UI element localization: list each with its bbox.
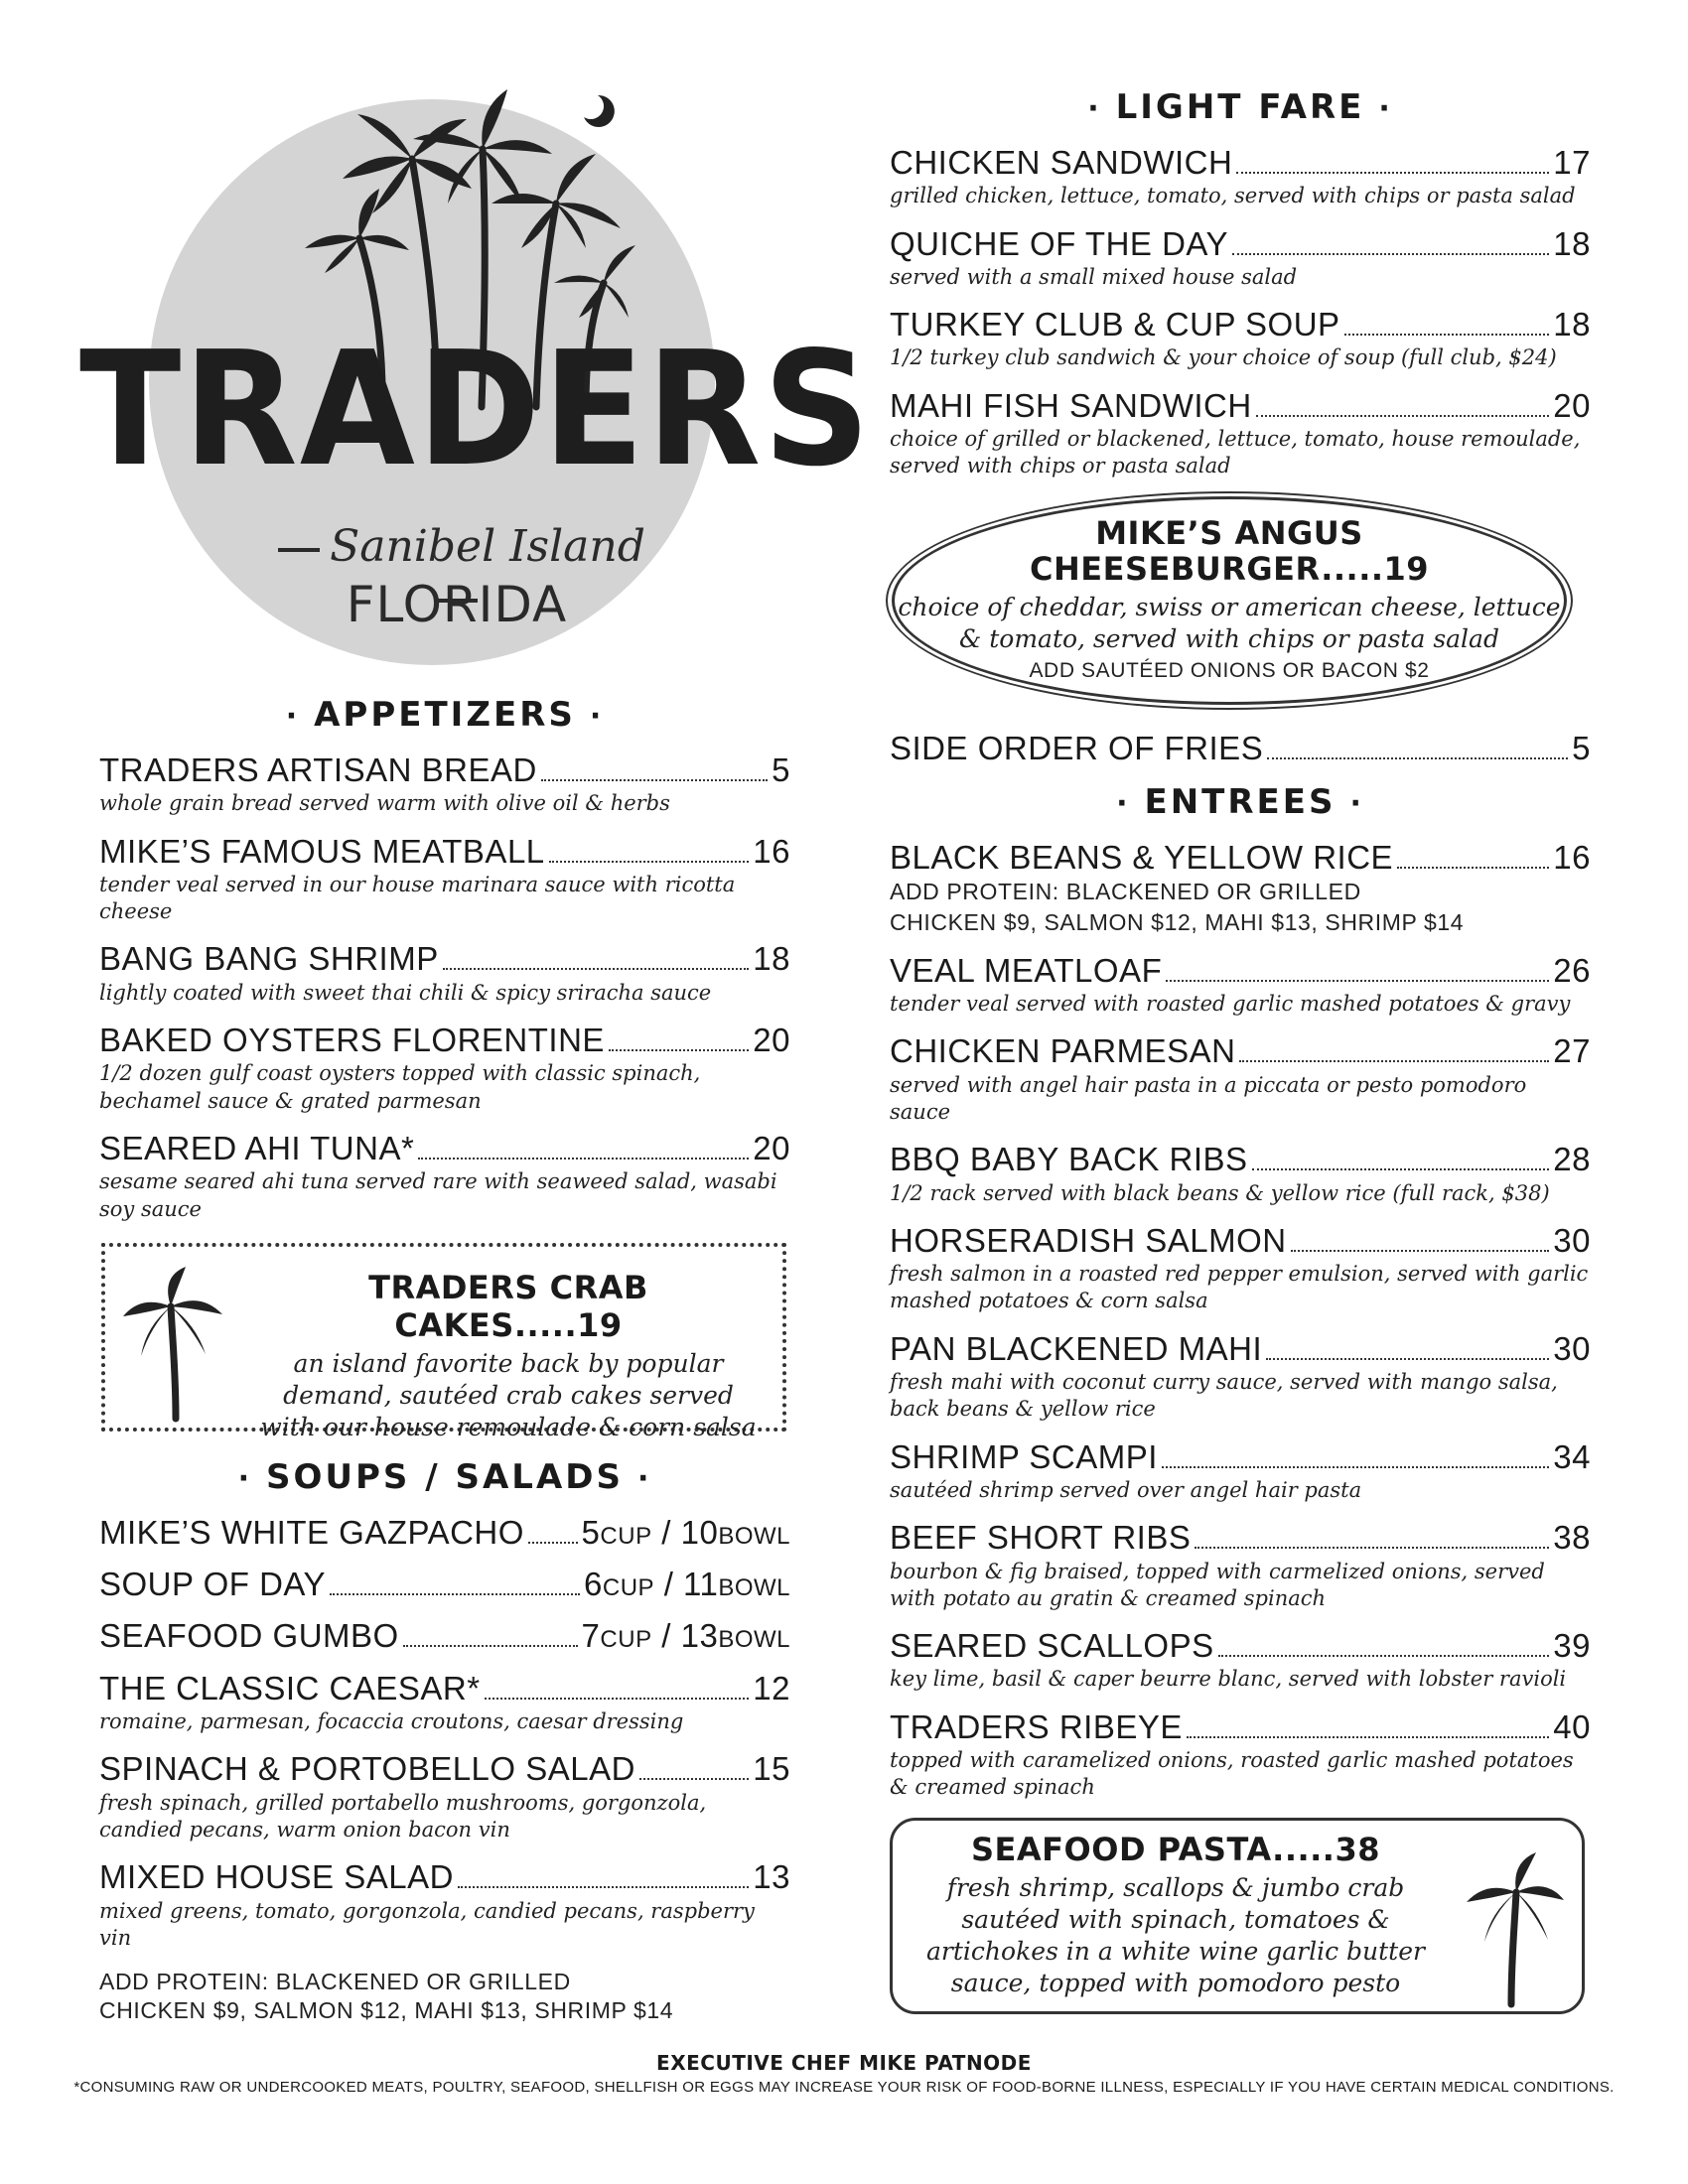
palm-tree-icon: [121, 1265, 230, 1424]
menu-item: [890, 1709, 1591, 1802]
item-price: 30: [1553, 1221, 1591, 1259]
item-price: 6CUP / 11BOWL: [584, 1566, 790, 1603]
crab-cakes-title: TRADERS CRAB CAKES.....19: [368, 1268, 648, 1344]
menu-item: [890, 1033, 1591, 1126]
appetizers-heading: · APPETIZERS ·: [285, 695, 605, 735]
item-name: BANG BANG SHRIMP: [99, 940, 439, 978]
menu-item: [890, 1331, 1591, 1424]
item-name: QUICHE OF THE DAY: [890, 224, 1228, 262]
item-price: 39: [1553, 1627, 1591, 1665]
item-name: HORSERADISH SALMON: [890, 1221, 1287, 1259]
item-name: CHICKEN PARMESAN: [890, 1032, 1236, 1070]
menu-item: [99, 1023, 790, 1115]
menu-item: [890, 307, 1591, 372]
item-desc: grilled chicken, lettuce, tomato, served with chips or pasta salad: [890, 184, 1576, 208]
item-name: THE CLASSIC CAESAR*: [99, 1669, 481, 1706]
item-price: 5CUP / 10BOWL: [581, 1513, 790, 1551]
seafood-pasta-title: SEAFOOD PASTA.....38: [971, 1830, 1380, 1868]
item-name: SHRIMP SCAMPI: [890, 1437, 1158, 1475]
seafood-pasta-desc: fresh shrimp, scallops & jumbo crab sautéed with spinach, tomatoes & artichokes in a white wine garlic butter sauce, topped with pomodoro pesto: [926, 1872, 1425, 1997]
burger-title-1: MIKE’S ANGUS: [1095, 513, 1363, 552]
logo-subtitle: Sanibel Island: [248, 521, 665, 622]
item-name: MIXED HOUSE SALAD: [99, 1858, 454, 1896]
soups-list: [99, 1515, 790, 1655]
menu-item: [99, 834, 790, 926]
item-desc: mixed greens, tomato, gorgonzola, candied pecans, raspberry vin: [99, 1898, 755, 1950]
item-price: 13: [753, 1858, 790, 1896]
salads-list: [99, 1671, 790, 1952]
menu-item: [890, 1520, 1591, 1612]
item-name: BBQ BABY BACK RIBS: [890, 1141, 1248, 1178]
item-name: BAKED OYSTERS FLORENTINE: [99, 1022, 605, 1059]
menu-item: [890, 1142, 1591, 1207]
item-name: SOUP OF DAY: [99, 1566, 326, 1603]
item-price: 15: [753, 1750, 790, 1788]
light-fare-list: [890, 145, 1591, 480]
item-price: 5: [772, 751, 790, 788]
item-price: 38: [1553, 1519, 1591, 1557]
item-price: 18: [1553, 224, 1591, 262]
traders-logo: [79, 69, 873, 665]
soup-item: [99, 1567, 790, 1602]
item-price: 7CUP / 13BOWL: [581, 1617, 790, 1655]
menu-item: [890, 388, 1591, 480]
protein-note: ADD PROTEIN: BLACKENED OR GRILLED CHICKEN $9, SALMON $12, MAHI $13, SHRIMP $14: [99, 1969, 674, 2023]
item-desc: served with a small mixed house salad: [890, 264, 1298, 289]
logo-state: FLORIDA: [346, 576, 568, 633]
item-desc: bourbon & fig braised, topped with carmelized onions, served with potato au gratin & creamed spinach: [890, 1559, 1545, 1610]
menu-item: [99, 941, 790, 1007]
item-price: 12: [753, 1669, 790, 1706]
item-name: MAHI FISH SANDWICH: [890, 386, 1252, 424]
black-beans-item: BLACK BEANS & YELLOW RICE 16 ADD PROTEIN: BLACKENED OR GRILLED CHICKEN $9, SALMON $12, MAHI $13, SHRIMP $14: [890, 838, 1591, 936]
logo-name: TRADERS: [79, 318, 873, 502]
item-name: MIKE’S WHITE GAZPACHO: [99, 1513, 524, 1551]
item-price: 18: [1553, 306, 1591, 343]
crab-cakes-desc: an island favorite back by popular demand, sautéed crab cakes served with our house remoulade & corn salsa: [260, 1348, 757, 1441]
item-name: SEARED AHI TUNA*: [99, 1129, 415, 1166]
item-price: 40: [1553, 1707, 1591, 1745]
executive-chef: EXECUTIVE CHEF MIKE PATNODE: [656, 2051, 1032, 2075]
menu-item: [890, 226, 1591, 292]
item-name: TRADERS RIBEYE: [890, 1707, 1183, 1745]
item-price: 26: [1553, 951, 1591, 989]
side-fries: SIDE ORDER OF FRIES 5: [890, 729, 1591, 766]
item-name: TURKEY CLUB & CUP SOUP: [890, 306, 1340, 343]
item-desc: fresh mahi with coconut curry sauce, served with mango salsa, back beans & yellow rice: [890, 1370, 1558, 1422]
item-desc: tender veal served with roasted garlic mashed potatoes & gravy: [890, 992, 1571, 1017]
item-name: SEARED SCALLOPS: [890, 1627, 1214, 1665]
item-desc: romaine, parmesan, focaccia croutons, caesar dressing: [99, 1709, 684, 1734]
item-desc: whole grain bread served warm with olive oil & herbs: [99, 791, 670, 816]
soup-item: [99, 1515, 790, 1551]
menu-item: [99, 1751, 790, 1843]
light-fare-heading: · LIGHT FARE ·: [1087, 87, 1393, 127]
menu-item: [890, 953, 1591, 1019]
menu-item: [99, 1131, 790, 1223]
item-price: 17: [1553, 144, 1591, 181]
item-desc: tender veal served in our house marinara sauce with ricotta cheese: [99, 872, 736, 924]
item-desc: key lime, basil & caper beurre blanc, served with lobster ravioli: [890, 1667, 1567, 1692]
menu-item: [890, 1223, 1591, 1315]
item-desc: sautéed shrimp served over angel hair pasta: [890, 1477, 1362, 1502]
item-desc: choice of grilled or blackened, lettuce, tomato, house remoulade, served with chips or pasta salad: [890, 427, 1581, 478]
menu-item: [99, 1859, 790, 1952]
item-desc: 1/2 rack served with black beans & yellow rice (full rack, $38): [890, 1180, 1550, 1205]
item-desc: fresh salmon in a roasted red pepper emulsion, served with garlic mashed potatoes & corn salsa: [890, 1262, 1589, 1313]
item-price: 20: [753, 1129, 790, 1166]
item-name: SEAFOOD GUMBO: [99, 1617, 399, 1655]
menu-item: [890, 1439, 1591, 1505]
item-price: 18: [753, 940, 790, 978]
item-desc: sesame seared ahi tuna served rare with seaweed salad, wasabi soy sauce: [99, 1169, 777, 1221]
cheeseburger-oval: [892, 496, 1567, 705]
entrees-list: [890, 953, 1591, 1802]
burger-desc: choice of cheddar, swiss or american cheese, lettuce & tomato, served with chips or pasta salad: [898, 593, 1561, 654]
item-desc: 1/2 turkey club sandwich & your choice of soup (full club, $24): [890, 345, 1557, 370]
item-price: 16: [753, 832, 790, 870]
item-price: 20: [753, 1022, 790, 1059]
entrees-heading: · ENTREES ·: [1116, 781, 1364, 822]
menu-item: [99, 752, 790, 818]
item-name: BEEF SHORT RIBS: [890, 1519, 1192, 1557]
item-price: 20: [1553, 386, 1591, 424]
item-desc: lightly coated with sweet thai chili & spicy sriracha sauce: [99, 980, 712, 1005]
item-desc: served with angel hair pasta in a piccata or pesto pomodoro sauce: [890, 1072, 1527, 1124]
soups-salads-heading: · SOUPS / SALADS ·: [237, 1456, 652, 1497]
item-name: SPINACH & PORTOBELLO SALAD: [99, 1750, 635, 1788]
item-desc: fresh spinach, grilled portabello mushrooms, gorgonzola, candied pecans, warm onion bacon vin: [99, 1790, 707, 1842]
item-name: VEAL MEATLOAF: [890, 951, 1163, 989]
left-column: [99, 695, 790, 2025]
palm-tree-icon: [1457, 1850, 1566, 2009]
food-safety-disclaimer: *CONSUMING RAW OR UNDERCOOKED MEATS, POULTRY, SEAFOOD, SHELLFISH OR EGGS MAY INCREASE YOUR RISK OF FOOD-BORNE ILLNESS, ESPECIALLY IF YOU HAVE CERTAIN MEDICAL CONDITIONS.: [73, 2079, 1615, 2096]
menu-item: [99, 1671, 790, 1736]
item-name: PAN BLACKENED MAHI: [890, 1329, 1263, 1367]
seafood-pasta-box: [890, 1818, 1585, 2014]
item-name: TRADERS ARTISAN BREAD: [99, 751, 537, 788]
item-price: 34: [1553, 1437, 1591, 1475]
soup-item: [99, 1618, 790, 1654]
item-desc: topped with caramelized onions, roasted garlic mashed potatoes & creamed spinach: [890, 1748, 1574, 1800]
crab-cakes-box: [101, 1243, 786, 1441]
item-name: MIKE’S FAMOUS MEATBALL: [99, 832, 545, 870]
menu-item: [890, 145, 1591, 210]
item-desc: 1/2 dozen gulf coast oysters topped with classic spinach, bechamel sauce & grated parmesan: [99, 1061, 701, 1113]
burger-title-2: CHEESEBURGER.....19: [1029, 550, 1430, 589]
appetizers-list: [99, 752, 790, 1223]
item-name: CHICKEN SANDWICH: [890, 144, 1233, 181]
item-price: 30: [1553, 1329, 1591, 1367]
item-price: 28: [1553, 1141, 1591, 1178]
menu-item: [890, 1628, 1591, 1694]
right-column: [890, 87, 1591, 2014]
item-price: 27: [1553, 1032, 1591, 1070]
burger-add: ADD SAUTÉED ONIONS OR BACON $2: [1029, 659, 1430, 683]
